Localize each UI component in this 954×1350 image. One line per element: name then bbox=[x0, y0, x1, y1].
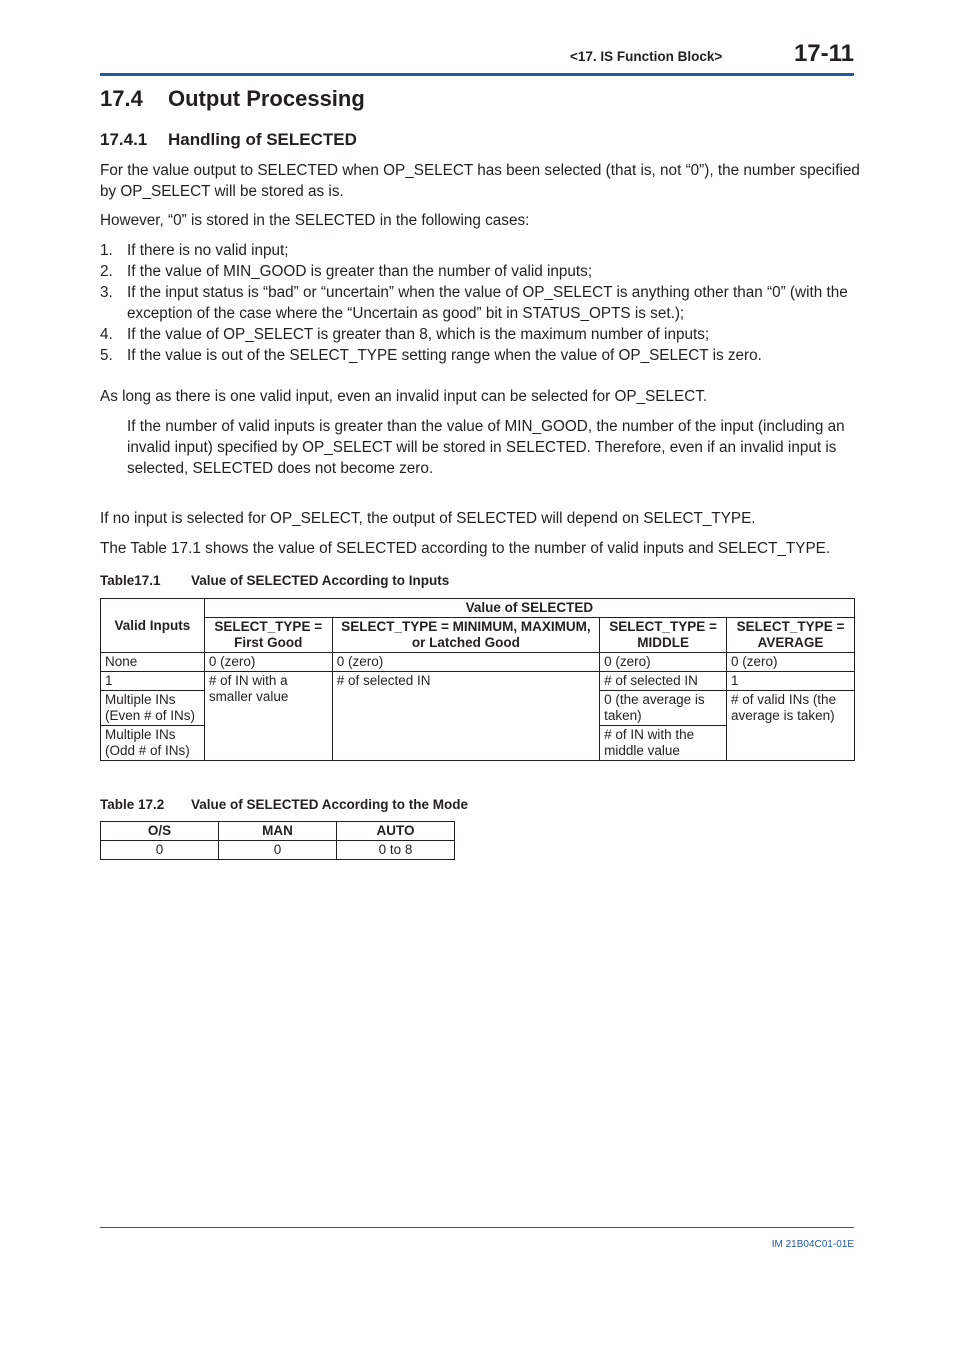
header-first-good: SELECT_TYPE = First Good bbox=[204, 618, 332, 653]
table-cell: # of valid INs (the average is taken) bbox=[727, 691, 855, 761]
list-item-number: 5. bbox=[100, 347, 113, 364]
table-cell: 0 (zero) bbox=[727, 653, 855, 672]
table1-caption-title: Value of SELECTED According to Inputs bbox=[191, 573, 450, 588]
table-cell: 1 bbox=[101, 672, 205, 691]
subsection-title: Handling of SELECTED bbox=[168, 130, 357, 149]
header-min-max: SELECT_TYPE = MINIMUM, MAXIMUM, or Latched Good bbox=[332, 618, 599, 653]
table2-caption-title: Value of SELECTED According to the Mode bbox=[191, 797, 469, 812]
cases-list bbox=[100, 240, 860, 366]
list-item-text: If the value of MIN_GOOD is greater than the number of valid inputs; bbox=[127, 263, 593, 280]
header-os: O/S bbox=[101, 822, 219, 841]
list-item-number: 1. bbox=[100, 242, 113, 259]
selected-by-inputs-table bbox=[100, 598, 855, 761]
table-cell: 1 bbox=[727, 672, 855, 691]
list-item-text: If the value of OP_SELECT is greater than 8, which is the maximum number of inputs; bbox=[127, 326, 710, 343]
footer-doc-id: IM 21B04C01-01E bbox=[771, 1239, 854, 1250]
header-rule bbox=[100, 73, 854, 76]
table-cell: 0 bbox=[219, 841, 337, 860]
list-item-number: 4. bbox=[100, 326, 113, 343]
header-auto: AUTO bbox=[337, 822, 455, 841]
table1-caption bbox=[100, 573, 449, 588]
paragraph-6: The Table 17.1 shows the value of SELECTED according to the number of valid inputs and SELECT_TYPE. bbox=[100, 540, 831, 557]
paragraph-2: However, “0” is stored in the SELECTED in the following cases: bbox=[100, 212, 530, 229]
list-item-number: 2. bbox=[100, 263, 113, 280]
selected-by-mode-table bbox=[100, 821, 455, 860]
list-item bbox=[100, 282, 860, 324]
list-item-text: If the input status is “bad” or “uncertain” when the value of OP_SELECT is anything other than “0” (with the exception of the case where the “Uncertain as good” bit in STATUS_OPTS is set.); bbox=[127, 284, 848, 322]
paragraph-4: If the number of valid inputs is greater than the value of MIN_GOOD, the number of the input (including an invalid input) specified by OP_SELECT will be stored in SELECTED. Therefore, even if an invalid input is selected, SELECTED does not become zero. bbox=[127, 418, 845, 477]
table-cell: 0 bbox=[101, 841, 219, 860]
section-number: 17.4 bbox=[100, 86, 143, 111]
page-number: 17-11 bbox=[793, 40, 854, 67]
table-cell: 0 to 8 bbox=[337, 841, 455, 860]
table-cell: # of selected IN bbox=[600, 672, 727, 691]
table-row bbox=[101, 672, 855, 691]
list-item-text: If there is no valid input; bbox=[127, 242, 289, 259]
table-cell: Multiple INs (Even # of INs) bbox=[101, 691, 205, 726]
list-item-text: If the value is out of the SELECT_TYPE setting range when the value of OP_SELECT is zero. bbox=[127, 347, 762, 364]
table-cell: 0 (zero) bbox=[332, 653, 599, 672]
table-cell: 0 (zero) bbox=[204, 653, 332, 672]
subsection-number: 17.4.1 bbox=[100, 130, 148, 149]
table-cell: Multiple INs (Odd # of INs) bbox=[101, 726, 205, 761]
table-cell: None bbox=[101, 653, 205, 672]
table-cell: # of IN with the middle value bbox=[600, 726, 727, 761]
header-middle: SELECT_TYPE = MIDDLE bbox=[600, 618, 727, 653]
table2-caption bbox=[100, 797, 468, 812]
footer-rule bbox=[100, 1227, 854, 1228]
paragraph-3: As long as there is one valid input, even an invalid input can be selected for OP_SELECT. bbox=[100, 388, 708, 405]
list-item-number: 3. bbox=[100, 284, 113, 301]
list-item bbox=[100, 324, 860, 345]
subsection-heading bbox=[100, 130, 357, 150]
section-title: Output Processing bbox=[168, 86, 365, 111]
list-item bbox=[100, 261, 860, 282]
list-item bbox=[100, 240, 860, 261]
header-man: MAN bbox=[219, 822, 337, 841]
table-cell: 0 (the average is taken) bbox=[600, 691, 727, 726]
table-cell: # of IN with a smaller value bbox=[204, 672, 332, 761]
section-heading bbox=[100, 86, 365, 112]
list-item bbox=[100, 345, 860, 366]
header-chapter: <17. IS Function Block> bbox=[570, 49, 723, 64]
table-cell: 0 (zero) bbox=[600, 653, 727, 672]
table2-caption-number: Table 17.2 bbox=[100, 797, 165, 812]
table1-caption-number: Table17.1 bbox=[100, 573, 161, 588]
paragraph-5: If no input is selected for OP_SELECT, the output of SELECTED will depend on SELECT_TYPE. bbox=[100, 510, 756, 527]
table-row bbox=[101, 653, 855, 672]
table-cell: # of selected IN bbox=[332, 672, 599, 761]
header-valid-inputs: Valid Inputs bbox=[101, 599, 205, 653]
table-row bbox=[101, 841, 455, 860]
header-value-of-selected: Value of SELECTED bbox=[204, 599, 854, 618]
paragraph-1: For the value output to SELECTED when OP_SELECT has been selected (that is, not “0”), the number specified by OP_SELECT will be stored as is. bbox=[100, 162, 860, 200]
header-average: SELECT_TYPE = AVERAGE bbox=[727, 618, 855, 653]
